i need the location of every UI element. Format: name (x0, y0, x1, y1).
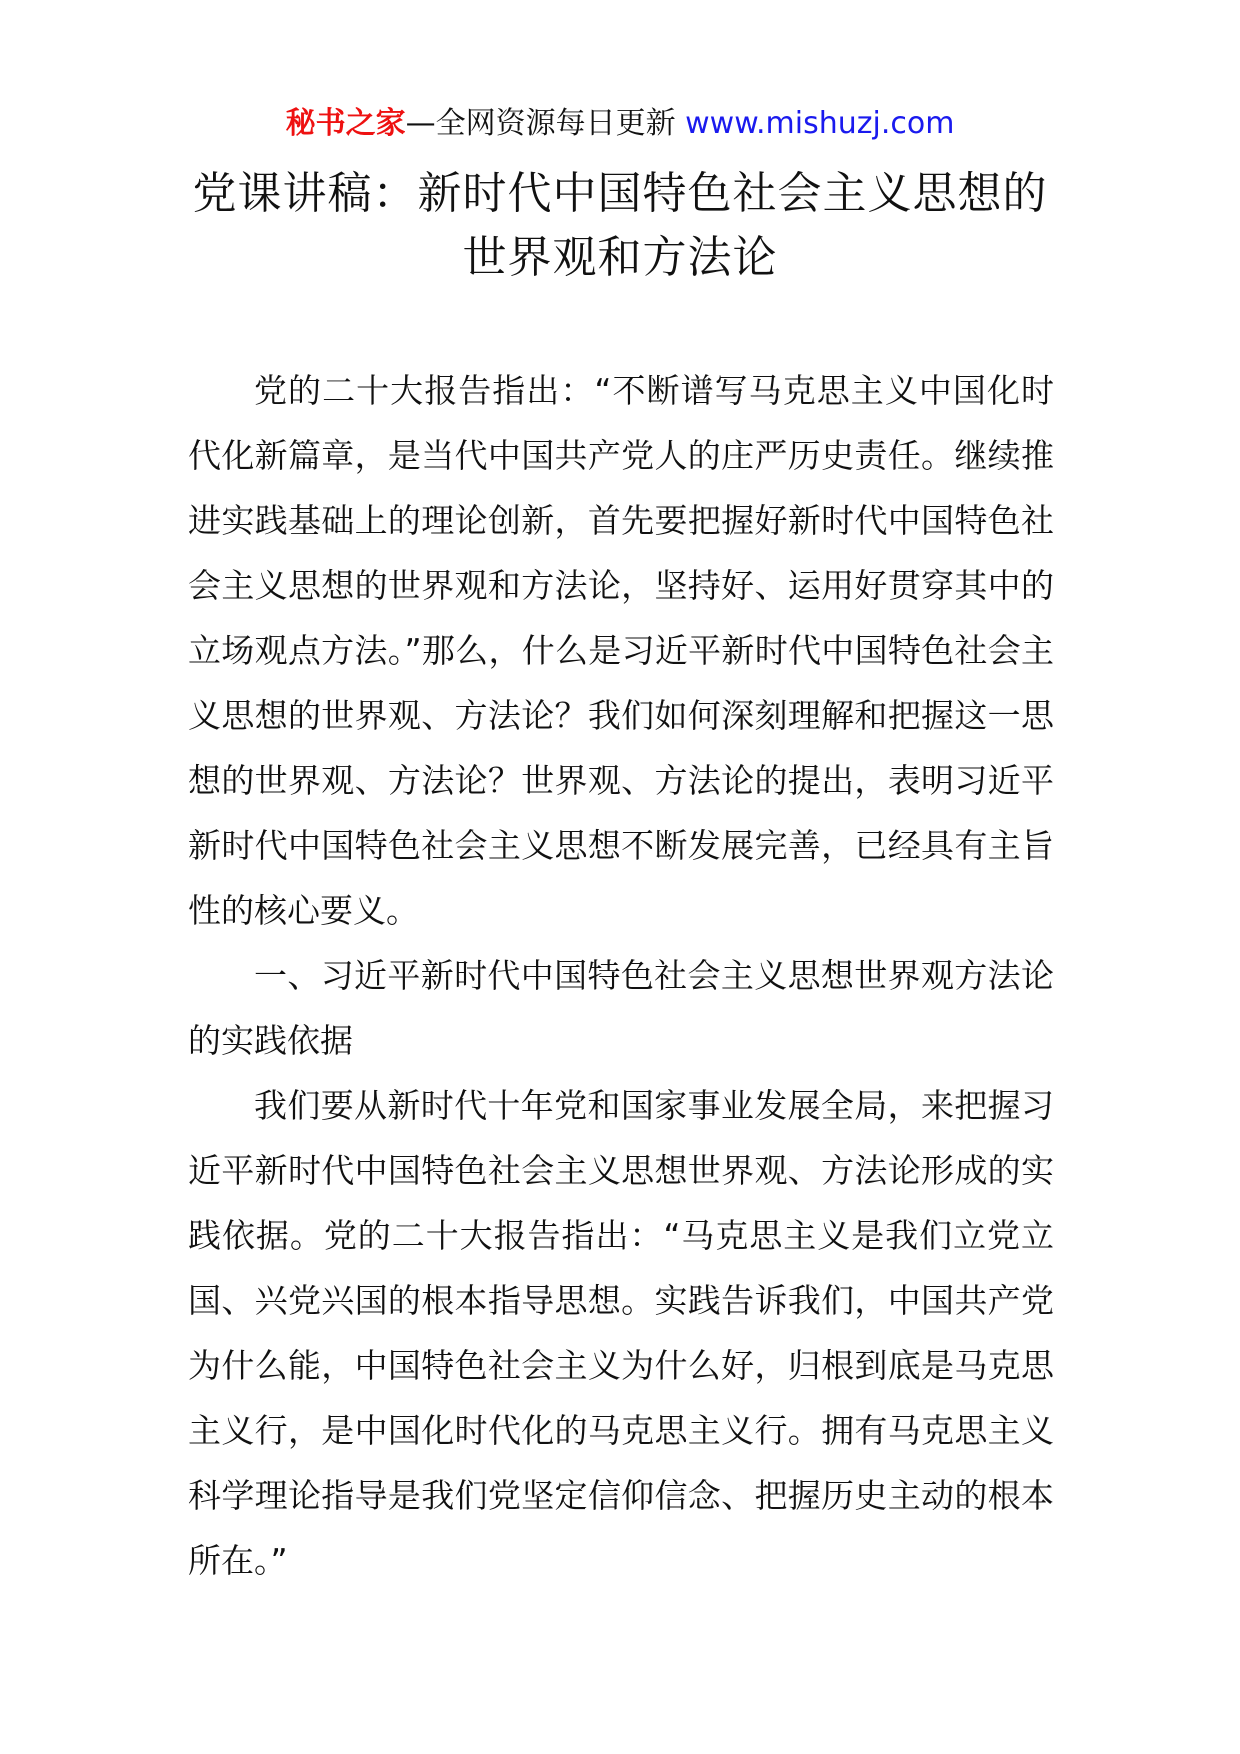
site-url-link[interactable]: www.mishuzj.com (685, 106, 955, 141)
site-brand: 秘书之家 (285, 106, 406, 141)
paragraph-intro: 党的二十大报告指出：“不断谱写马克思主义中国化时代化新篇章，是当代中国共产党人的庄严历史责任。继续推进实践基础上的理论创新，首先要把握好新时代中国特色社会主义思想的世界观和方法论，坚持好、运用好贯穿其中的立场观点方法。”那么，什么是习近平新时代中国特色社会主义思想的世界观、方法论？我们如何深刻理解和把握这一思想的世界观、方法论？世界观、方法论的提出，表明习近平新时代中国特色社会主义思想不断发展完善，已经具有主旨性的核心要义。 (188, 371, 1054, 930)
paragraph-section-1: 我们要从新时代十年党和国家事业发展全局，来把握习近平新时代中国特色社会主义思想世界观、方法论形成的实践依据。党的二十大报告指出：“马克思主义是我们立党立国、兴党兴国的根本指导思想。实践告诉我们，中国共产党为什么能，中国特色社会主义为什么好，归根到底是马克思主义行，是中国化时代化的马克思主义行。拥有马克思主义科学理论指导是我们党坚定信仰信念、把握历史主动的根本所在。” (188, 1086, 1054, 1580)
document-title: 党课讲稿：新时代中国特色社会主义思想的世界观和方法论 (192, 168, 1048, 283)
site-header (0, 100, 1240, 148)
document-body (188, 358, 1054, 1593)
section-heading-1: 一、习近平新时代中国特色社会主义思想世界观方法论的实践依据 (188, 956, 1054, 1060)
site-tagline: —全网资源每日更新 (405, 106, 676, 141)
